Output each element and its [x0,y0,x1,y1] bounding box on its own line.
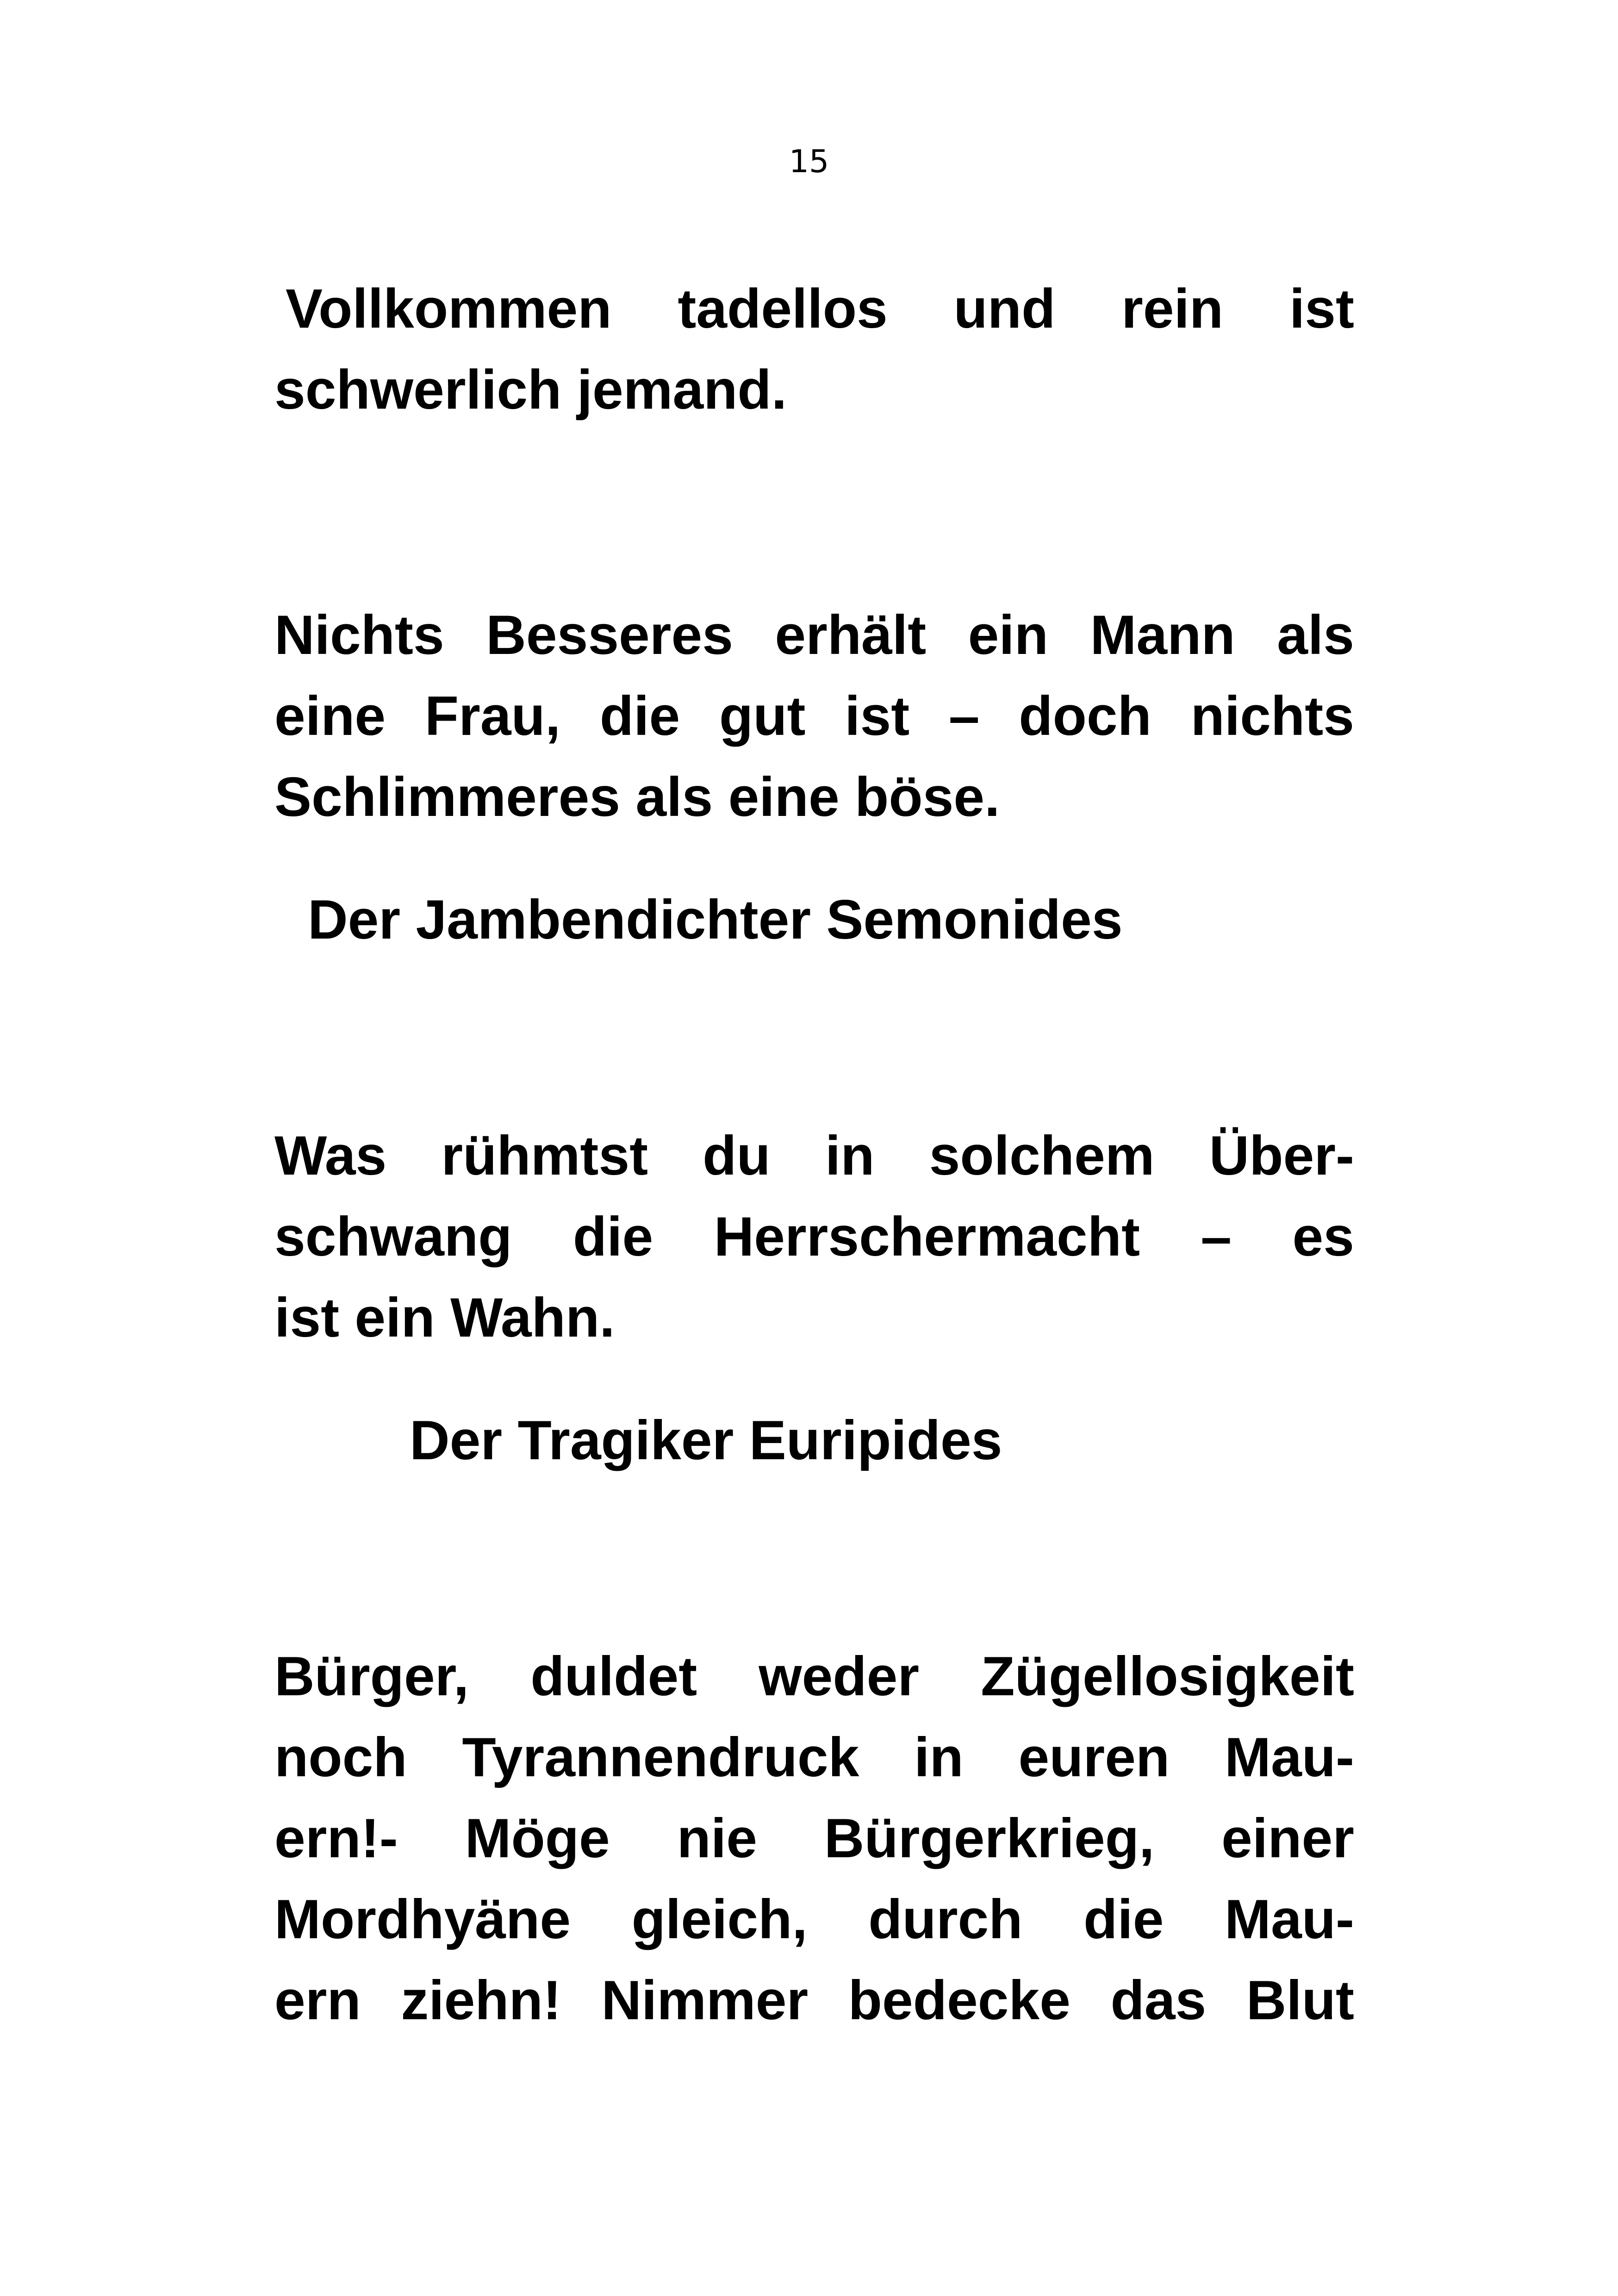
quote-1 [274,268,1354,430]
page-number: 15 [789,143,829,180]
quote-2-line-2: eine Frau, die gut ist – doch nichts [274,685,1354,747]
quote-2 [274,595,1354,838]
quote-4-line-3: ern!- Möge nie Bürgerkrieg, einer [274,1807,1354,1869]
quote-1-text [274,268,1354,430]
quote-3-text [274,1115,1354,1358]
quote-2-line-1: Nichts Besseres erhält ein Mann als [274,604,1354,666]
quote-4-line-5: ern ziehn! Nimmer bedecke das Blut [274,1969,1354,2031]
quote-3-line-2: schwang die Herrschermacht – es [274,1206,1354,1268]
quote-4 [274,1636,1354,2041]
quote-1-line-2: schwerlich jemand. [274,359,787,421]
quote-4-line-1: Bürger, duldet weder Zügellosigkeit [274,1645,1354,1707]
quote-2-text [274,595,1354,838]
quote-3-line-3: ist ein Wahn. [274,1287,615,1349]
quote-4-line-2: noch Tyrannendruck in euren Mau- [274,1726,1354,1788]
quote-4-text [274,1636,1354,2041]
quote-4-line-4: Mordhyäne gleich, durch die Mau- [274,1888,1354,1950]
quote-1-line-1: Vollkommen tadellos und rein ist [286,278,1354,340]
quote-2-author: Der Jambendichter Semonides [308,889,1123,951]
quote-3 [274,1115,1354,1358]
quote-3-author: Der Tragiker Euripides [410,1409,1002,1471]
quote-3-line-1: Was rühmtst du in solchem Über- [274,1125,1354,1187]
quote-2-line-3: Schlimmeres als eine böse. [274,766,1000,828]
